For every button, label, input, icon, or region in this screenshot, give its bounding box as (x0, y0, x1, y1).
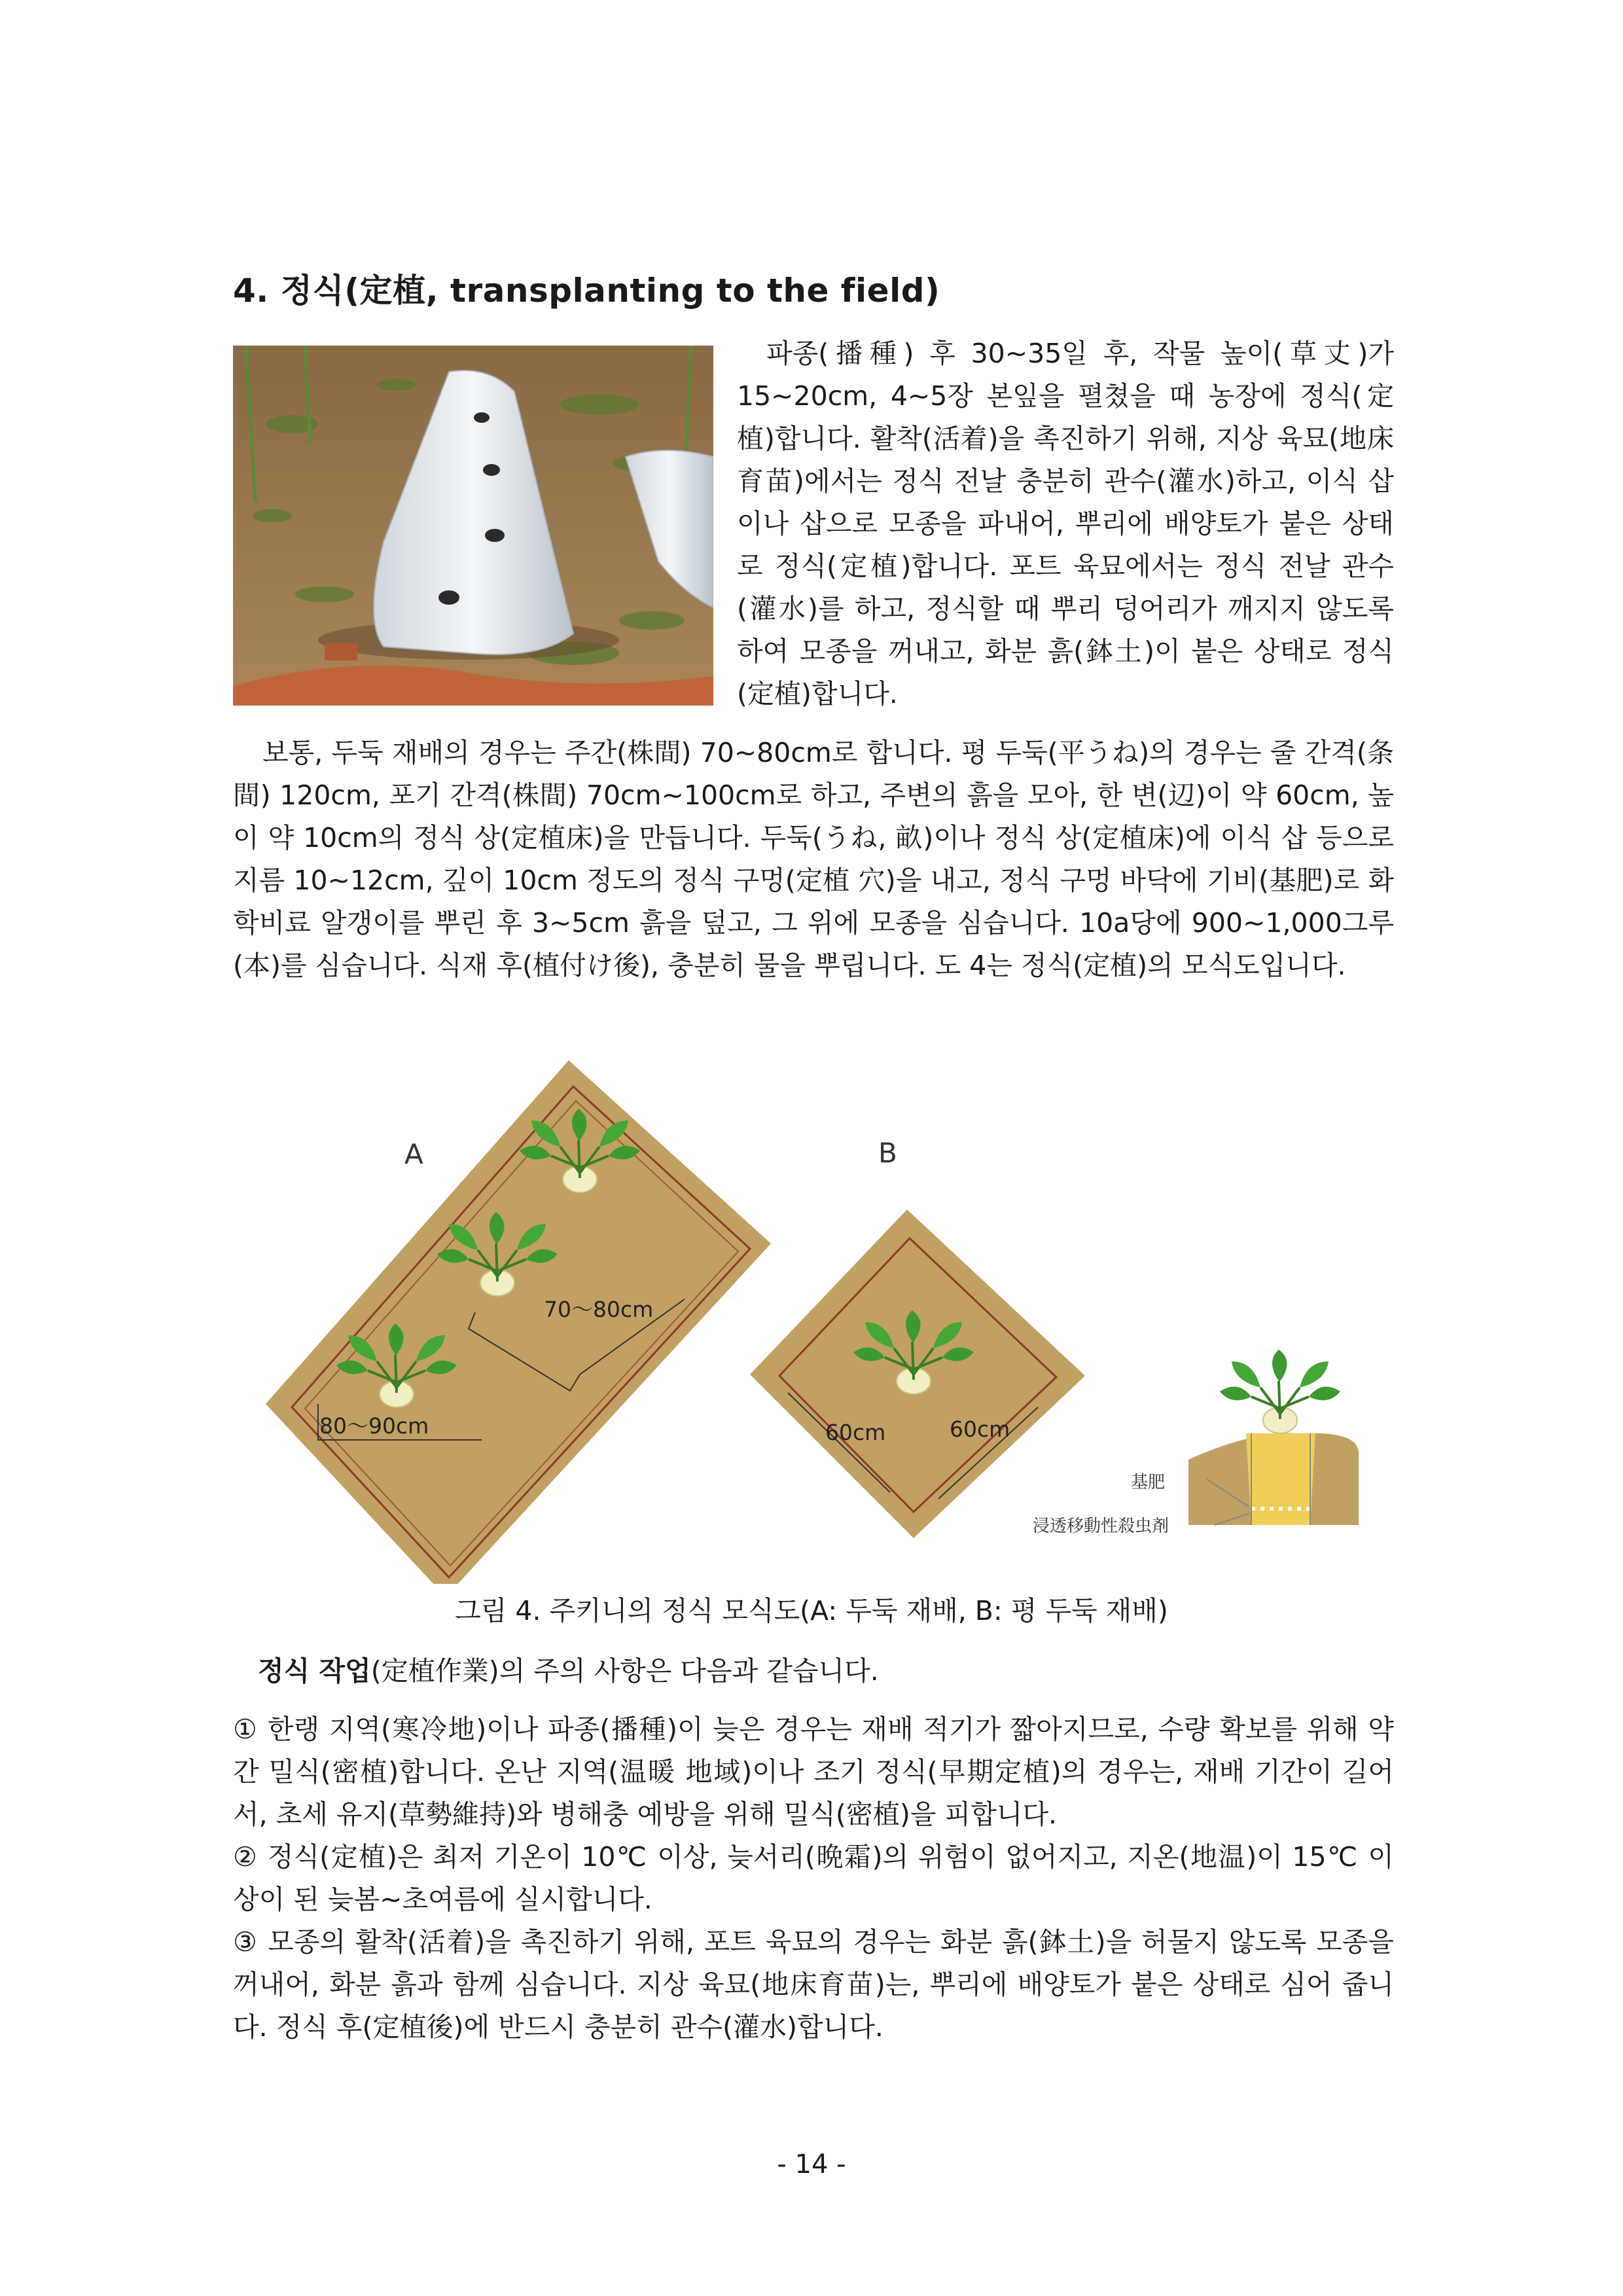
label-fertilizer: 基肥 (1131, 1473, 1166, 1492)
mulched-ridge-photo (233, 346, 713, 706)
precaution-item-2: ② 정식(定植)은 최저 기온이 10℃ 이상, 늦서리(晩霜)의 위험이 없어지고, 지온(地温)이 15℃ 이상이 된 늦봄~초여름에 실시합니다. (233, 1841, 1394, 1915)
section-heading: 4. 정식(定植, transplanting to the field) (233, 272, 940, 310)
body-paragraph: 보통, 두둑 재배의 경우는 주간(株間) 70~80cm로 합니다. 평 두둑(平うね)의 경우는 줄 간격(条間) 120cm, 포기 간격(株間) 70cm~100cm로 하고, 주변의 흙을 모아, 한 변(辺)이 약 60cm, 높이 약 10cm의 정식 상(定植床)을 만듭니다. 두둑(うね, 畝)이나 정식 상(定植床)에 이식 삽 등으로 지름 10~12cm, 깊이 10cm 정도의 정식 구멍(定植 穴)을 내고, 정식 구멍 바닥에 기비(基肥)로 화학비료 알갱이를 뿌린 후 3~5cm 흙을 덮고, 그 위에 모종을 심습니다. 10a당에 900~1,000그루(本)를 심습니다. 식재 후(植付け後), 충분히 물을 뿌립니다. 도 4는 정식(定植)의 모식도입니다. (233, 737, 1394, 981)
figure-label-a: A (404, 1138, 423, 1170)
precautions-list (233, 1708, 1394, 2049)
precautions-heading (258, 1649, 879, 1688)
dim-side-2: 60cm (950, 1416, 1010, 1442)
precaution-item-3: ③ 모종의 활착(活着)을 촉진하기 위해, 포트 육묘의 경우는 화분 흙(鉢土)을 허물지 않도록 모종을 꺼내어, 화분 흙과 함께 심습니다. 지상 육묘(地床育苗)는, 뿌리에 배양토가 붙은 상태로 심어 줍니다. 정식 후(定植後)에 반드시 충분히 관수(灌水)합니다. (233, 1926, 1394, 2043)
ridge-bed (266, 1060, 771, 1584)
planting-cross-section (1188, 1350, 1359, 1525)
figure-caption: 그림 4. 주키니의 정식 모식도(A: 두둑 재배, B: 평 두둑 재배) (455, 1595, 1168, 1626)
label-insecticide: 浸透移動性殺虫剤 (1033, 1516, 1169, 1536)
precautions-title-bold: 정식 작업 (258, 1655, 371, 1687)
field-photo (233, 346, 713, 706)
precaution-item-1: ① 한랭 지역(寒冷地)이나 파종(播種)이 늦은 경우는 재배 적기가 짧아지므로, 수량 확보를 위해 약간 밀식(密植)합니다. 온난 지역(温暖 地域)이나 조기 정식(早期定植)의 경우는, 재배 기간이 길어서, 초세 유지(草勢維持)와 병해충 예방을 위해 밀식(密植)을 피합니다. (233, 1713, 1394, 1830)
precautions-title-rest: (定植作業)의 주의 사항은 다음과 같습니다. (370, 1655, 879, 1687)
planting-diagram (233, 1041, 1394, 1584)
dim-bed-width: 80～90cm (319, 1413, 429, 1439)
planting-schematic (233, 1041, 1394, 1584)
dim-side-1: 60cm (825, 1420, 886, 1445)
figure-label-b: B (878, 1137, 897, 1169)
intro-paragraph: 파종(播種) 후 30~35일 후, 작물 높이(草丈)가 15~20cm, 4~5장 본잎을 펼쳤을 때 농장에 정식(定植)합니다. 활착(活着)을 촉진하기 위해, 지상 육묘(地床育苗)에서는 정식 전날 충분히 관수(灌水)하고, 이식 삽이나 삽으로 모종을 파내어, 뿌리에 배양토가 붙은 상태로 정식(定植)합니다. 포트 육묘에서는 정식 전날 관수(灌水)를 하고, 정식할 때 뿌리 덩어리가 깨지지 않도록 하여 모종을 꺼내고, 화분 흙(鉢土)이 붙은 상태로 정식(定植)합니다. (737, 338, 1394, 709)
page-number: - 14 - (777, 2149, 846, 2179)
dim-row-spacing: 70～80cm (544, 1297, 654, 1322)
